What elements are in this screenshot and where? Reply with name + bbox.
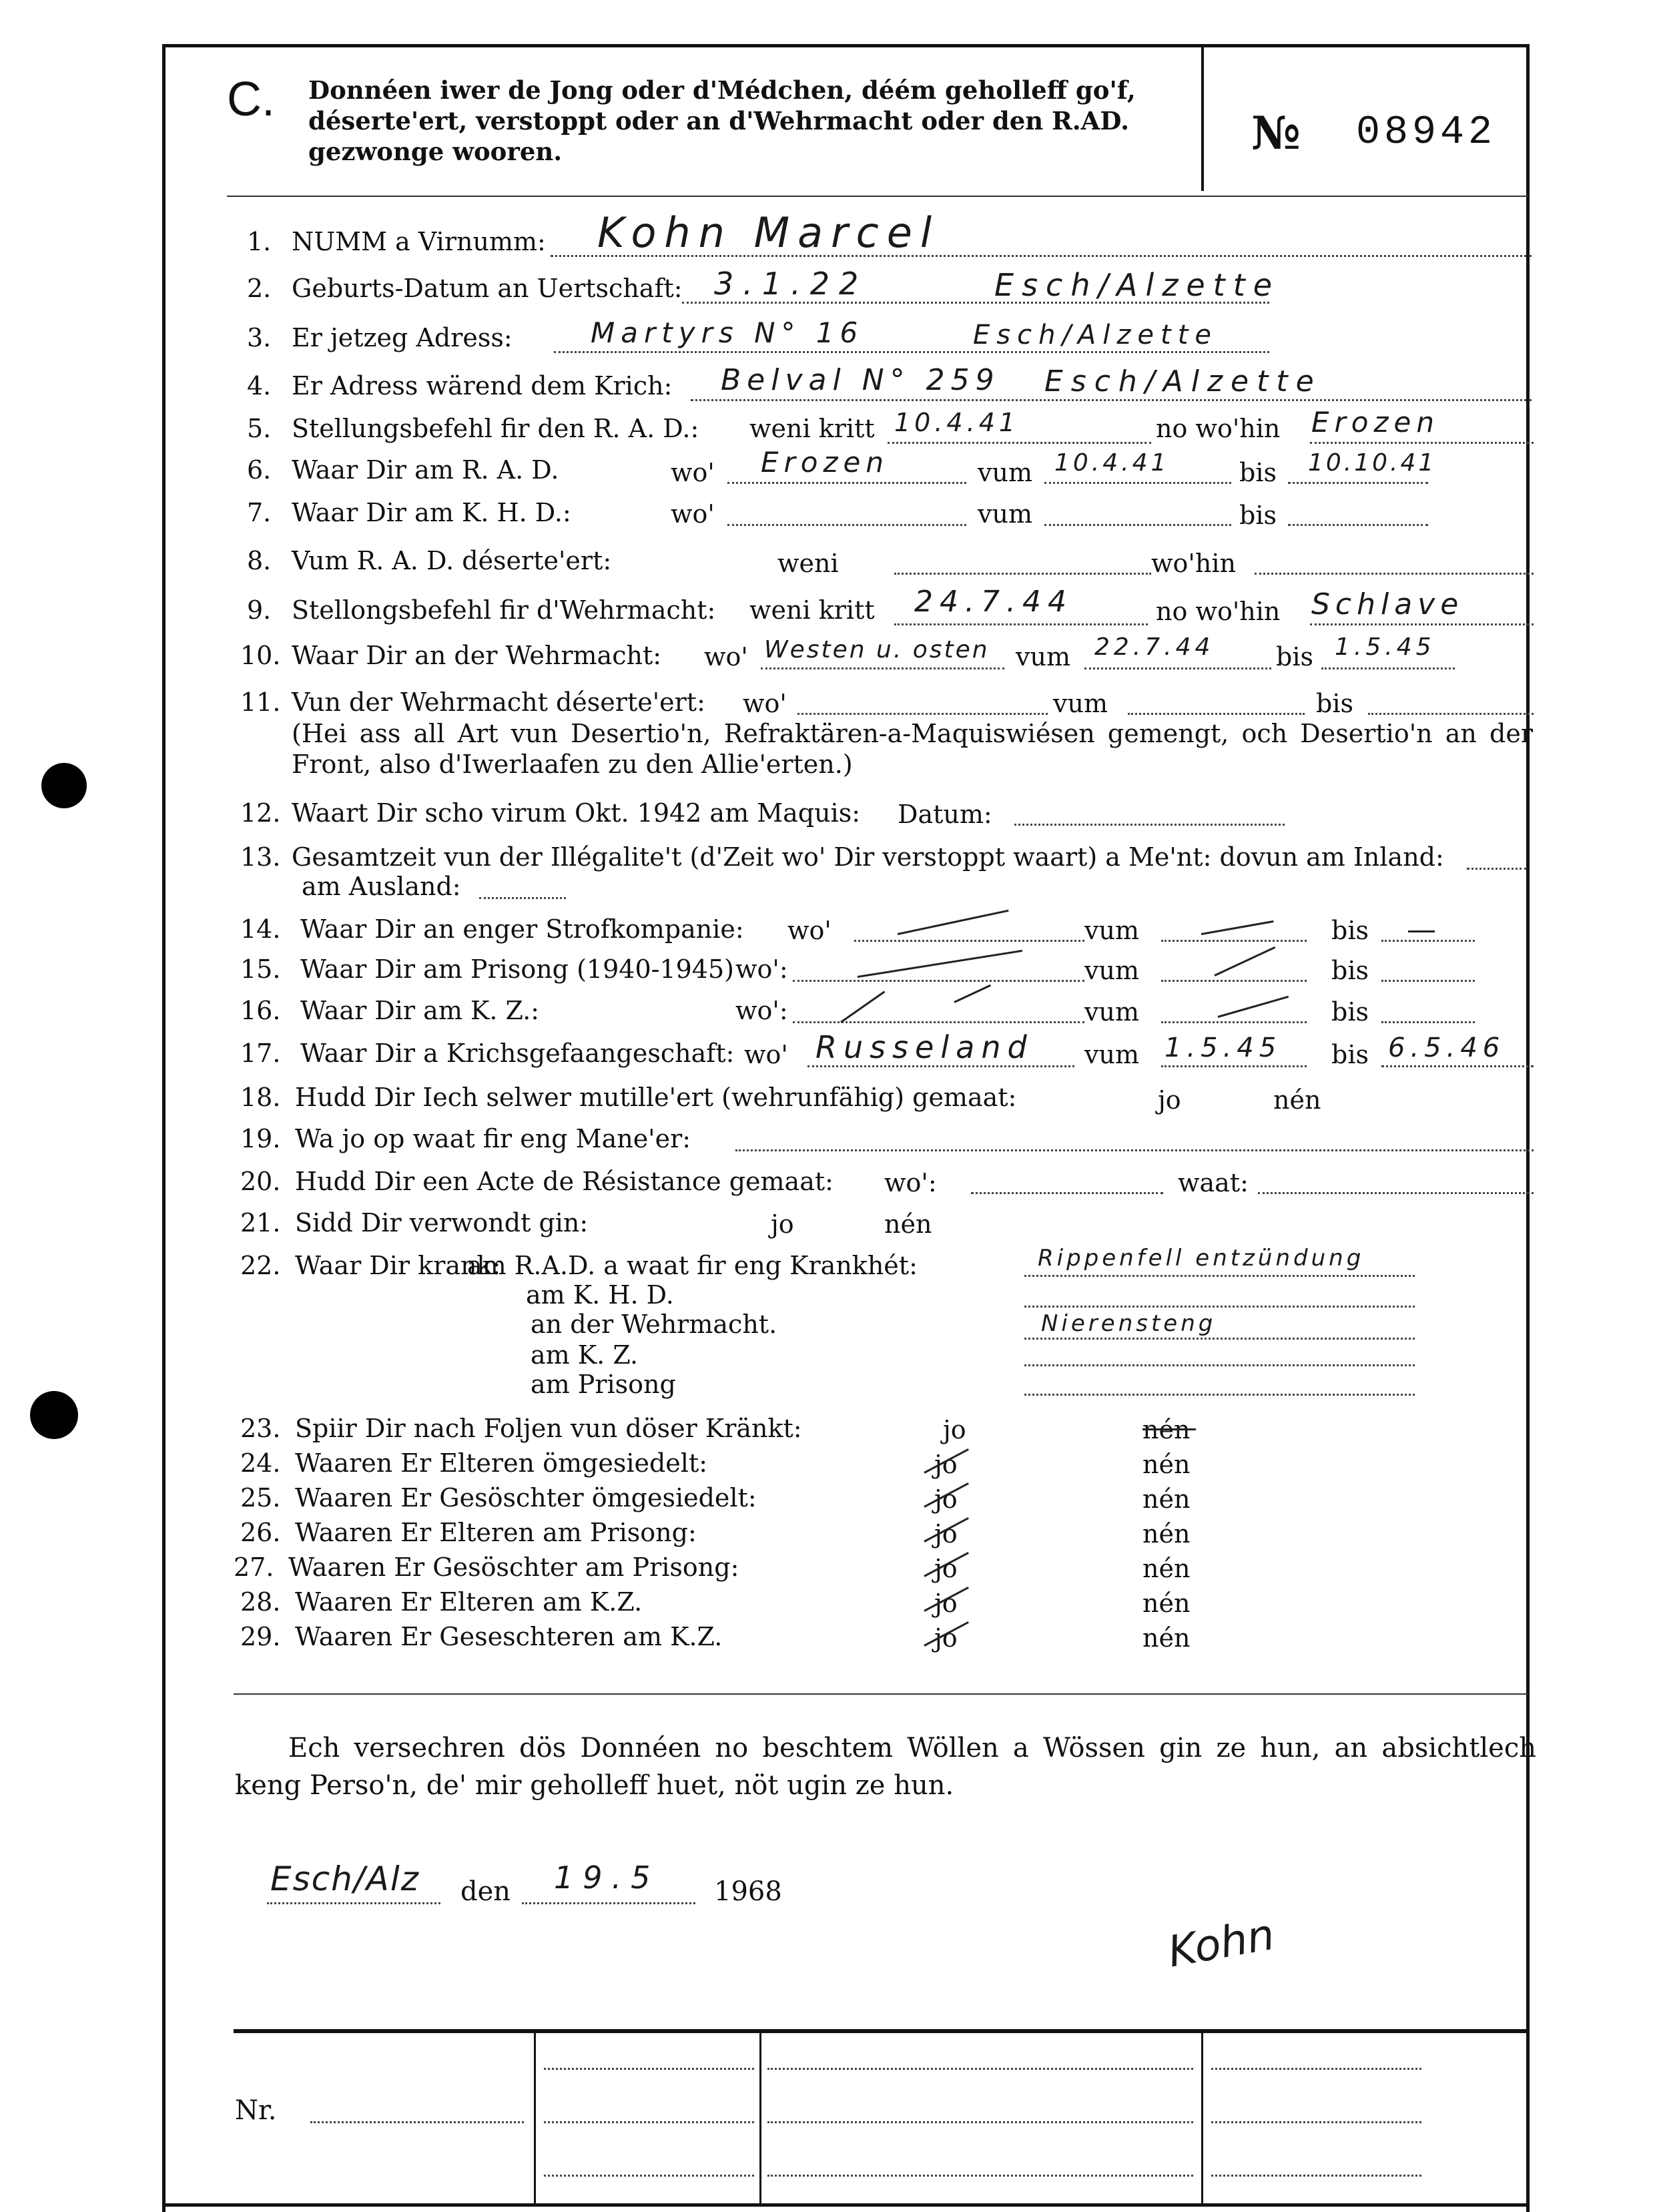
hw-war-town: Esch/Alzette <box>1044 364 1322 398</box>
vum-label: vum <box>978 458 1032 487</box>
nr-field[interactable] <box>310 2121 524 2123</box>
wohin-label: wo'hin <box>1151 549 1236 578</box>
row-label: Hudd Dir Iech selwer mutille'ert (wehrunfähig) gemaat: <box>295 1083 1017 1112</box>
vum-label: vum <box>1084 997 1139 1027</box>
row-number: 23. <box>240 1414 281 1443</box>
khd-from-field[interactable] <box>1044 524 1231 526</box>
ill-rad-field[interactable] <box>1024 1275 1415 1277</box>
row-number: 4. <box>247 371 272 400</box>
sign-date-field[interactable] <box>522 1902 695 1904</box>
bis-label: bis <box>1276 642 1313 671</box>
jo-option[interactable]: jo <box>934 1519 958 1549</box>
row-number: 25. <box>240 1483 281 1512</box>
hw-ill-rad: Rippenfell entzündung <box>1038 1245 1365 1272</box>
hw-rad-order-date: 10.4.41 <box>894 408 1020 437</box>
rad-where-field[interactable] <box>727 482 966 484</box>
kz-where-field[interactable] <box>793 1021 1084 1023</box>
jo-option[interactable]: jo <box>771 1209 794 1239</box>
wo-label: wo': <box>884 1168 937 1197</box>
weni-kritt-label: weni kritt <box>749 414 875 443</box>
strof-where-field[interactable] <box>854 940 1084 942</box>
row-label: Waar Dir am Prisong (1940-1945) <box>300 954 734 984</box>
row-label: Gesamtzeit vun der Illégalite't (d'Zeit wo' Dir verstoppt waart) a Me'nt: dovun am Inland: <box>292 842 1444 872</box>
wo-label: wo' <box>704 642 748 671</box>
table-cell[interactable] <box>1211 2068 1421 2070</box>
wm-order-place-field[interactable] <box>1310 623 1534 625</box>
vum-label: vum <box>1084 956 1139 985</box>
vum-label: vum <box>1084 1040 1139 1069</box>
row-number: 28. <box>240 1587 281 1617</box>
form-number: 08942 <box>1356 110 1497 156</box>
hw-pow-to: 6.5.46 <box>1388 1033 1506 1063</box>
crossed-out-mark <box>1408 930 1435 932</box>
hw-war-street: Belval N° 259 <box>721 363 1000 397</box>
hw-current-street: Martyrs N° 16 <box>591 316 864 349</box>
row-label: Waaren Er Geseschteren am K.Z. <box>295 1622 723 1651</box>
row-label: Wa jo op waat fir eng Mane'er: <box>295 1124 691 1153</box>
rad-order-date-field[interactable] <box>888 442 1151 444</box>
jo-option[interactable]: jo <box>934 1589 958 1618</box>
declaration-text: Ech versechren dös Donnéen no beschtem Wöllen a Wössen gin ze hun, an absichtlech keng Perso'n, de' mir geholleff huet, nöt ugin ze hun. <box>235 1733 1536 1801</box>
hw-birth-place: Esch/Alzette <box>994 267 1281 303</box>
row-label: Stellungsbefehl fir den R. A. D.: <box>292 414 699 443</box>
hw-wm-to: 1.5.45 <box>1335 633 1435 661</box>
bis-label: bis <box>1331 916 1369 945</box>
krank-wehrmacht-label: an der Wehrmacht. <box>531 1310 777 1339</box>
nen-option[interactable]: nén <box>1142 1450 1191 1479</box>
jo-option[interactable]: jo <box>934 1554 958 1583</box>
no-wohin-label: no wo'hin <box>1156 414 1281 443</box>
krank-prisong-label: am Prisong <box>531 1370 676 1399</box>
wo-label: wo' <box>744 1040 788 1069</box>
row-number: 24. <box>240 1448 281 1478</box>
row-number: 3. <box>247 323 272 352</box>
nen-option[interactable]: nén <box>1142 1415 1191 1444</box>
jo-option[interactable]: jo <box>1158 1085 1181 1115</box>
resistance-what-field[interactable] <box>1258 1192 1534 1194</box>
resistance-where-field[interactable] <box>971 1192 1163 1194</box>
pow-to-field[interactable] <box>1381 1065 1534 1067</box>
row-label: Waaren Er Gesöschter am Prisong: <box>288 1553 739 1582</box>
row-label: Waar Dir am K. H. D.: <box>292 498 571 527</box>
wo-label: wo': <box>735 954 788 984</box>
mutilation-manner-field[interactable] <box>735 1149 1534 1151</box>
header-rule <box>227 196 1528 197</box>
wo-label: wo' <box>671 499 715 529</box>
hw-pow-from: 1.5.45 <box>1165 1033 1282 1063</box>
row-label: Waar Dir krank: <box>295 1251 501 1280</box>
hw-wm-order-date: 24.7.44 <box>914 585 1073 619</box>
sign-place-field[interactable] <box>267 1902 440 1904</box>
row-label: Er Adress wärend dem Krich: <box>292 371 673 400</box>
waat-label: waat: <box>1178 1168 1249 1197</box>
row-number: 14. <box>240 914 281 944</box>
ill-wehrmacht-field[interactable] <box>1024 1338 1415 1340</box>
nen-option[interactable]: nén <box>1142 1623 1191 1653</box>
row-label: Spiir Dir nach Foljen vun döser Kränkt: <box>295 1414 802 1443</box>
strof-from-field[interactable] <box>1161 940 1307 942</box>
wm-desert-where-field[interactable] <box>797 713 1048 715</box>
hw-current-town: Esch/Alzette <box>973 320 1218 350</box>
row-number: 6. <box>247 455 272 485</box>
weni-kritt-label: weni kritt <box>749 595 875 625</box>
table-bottom-rule <box>162 2203 1526 2207</box>
bis-label: bis <box>1316 689 1353 718</box>
row-number: 5. <box>247 414 272 443</box>
row-number: 13. <box>240 842 281 872</box>
table-divider <box>1201 2031 1203 2206</box>
row-label: Waar Dir am R. A. D. <box>292 455 559 485</box>
nen-option[interactable]: nén <box>1142 1554 1191 1583</box>
table-cell[interactable] <box>767 2068 1193 2070</box>
jo-option[interactable]: jo <box>934 1623 958 1653</box>
ill-khd-field[interactable] <box>1024 1306 1415 1308</box>
hw-rad-where: Erozen <box>761 446 890 479</box>
pow-from-field[interactable] <box>1161 1065 1307 1067</box>
bis-label: bis <box>1331 997 1369 1027</box>
hw-sign-place: Esch/Alz <box>270 1860 420 1898</box>
row-label: NUMM a Virnumm: <box>292 227 546 256</box>
row-label: Waar Dir an enger Strofkompanie: <box>300 914 744 944</box>
rad-from-field[interactable] <box>1044 482 1231 484</box>
ausland-label: am Ausland: <box>302 872 461 901</box>
table-cell[interactable] <box>544 2068 754 2070</box>
kz-from-field[interactable] <box>1161 1021 1307 1023</box>
row-label: Hudd Dir een Acte de Résistance gemaat: <box>295 1167 834 1196</box>
nen-option[interactable]: nén <box>1273 1085 1321 1115</box>
row-label: Waart Dir scho virum Okt. 1942 am Maquis: <box>292 798 861 828</box>
hw-rad-from: 10.4.41 <box>1054 449 1170 477</box>
jo-option[interactable]: jo <box>943 1415 966 1444</box>
wm-order-date-field[interactable] <box>894 623 1148 625</box>
prisong-to-field[interactable] <box>1381 980 1475 982</box>
row-number: 15. <box>240 954 281 984</box>
row-number: 26. <box>240 1518 281 1547</box>
table-cell[interactable] <box>1211 2121 1421 2123</box>
crossed-out-mark <box>1142 1428 1196 1430</box>
den-label: den <box>460 1876 511 1907</box>
year-label: 1968 <box>714 1876 782 1907</box>
hw-wm-from: 22.7.44 <box>1094 633 1215 661</box>
row-number: 19. <box>240 1124 281 1153</box>
row-label: Waar Dir am K. Z.: <box>300 996 540 1025</box>
bis-label: bis <box>1331 1040 1369 1069</box>
number-label: № <box>1251 107 1301 160</box>
row-number: 29. <box>240 1622 281 1651</box>
table-cell[interactable] <box>544 2121 754 2123</box>
hw-wm-where: Westen u. osten <box>764 636 990 663</box>
hw-rad-order-place: Erozen <box>1311 406 1440 439</box>
row-number: 21. <box>240 1208 281 1237</box>
prisong-where-field[interactable] <box>793 980 1084 982</box>
khd-to-field[interactable] <box>1288 524 1428 526</box>
strof-to-field[interactable] <box>1381 940 1475 942</box>
row-number: 27. <box>234 1553 274 1582</box>
wm-from-field[interactable] <box>1084 667 1271 669</box>
rad-desert-when-field[interactable] <box>894 573 1151 575</box>
table-divider <box>534 2031 536 2206</box>
wo-label: wo': <box>735 996 788 1025</box>
row-number: 16. <box>240 996 281 1025</box>
khd-where-field[interactable] <box>727 524 966 526</box>
table-cell[interactable] <box>544 2175 754 2177</box>
vum-label: vum <box>978 499 1032 529</box>
vum-label: vum <box>1084 916 1139 945</box>
vum-label: vum <box>1016 642 1070 671</box>
wm-to-field[interactable] <box>1321 667 1455 669</box>
hw-ill-wehrmacht: Nierensteng <box>1041 1310 1217 1337</box>
wm-desert-to-field[interactable] <box>1368 713 1534 715</box>
krank-kz-label: am K. Z. <box>531 1340 639 1370</box>
row-label: Vum R. A. D. déserte'ert: <box>292 546 612 575</box>
nen-option[interactable]: nén <box>1142 1589 1191 1618</box>
maquis-date-field[interactable] <box>1014 824 1285 826</box>
bis-label: bis <box>1239 458 1277 487</box>
hw-name: Kohn Marcel <box>597 208 940 257</box>
inland-field[interactable] <box>1467 868 1527 870</box>
wo-label: wo' <box>743 689 787 718</box>
signature: Kohn <box>1164 1910 1279 1978</box>
header-divider <box>1201 44 1204 191</box>
row-number: 1. <box>247 227 272 256</box>
datum-label: Datum: <box>898 800 992 829</box>
row-number: 17. <box>240 1039 281 1068</box>
nen-option[interactable]: nén <box>884 1209 932 1239</box>
row-number: 8. <box>247 546 272 575</box>
hw-rad-to: 10.10.41 <box>1308 449 1437 477</box>
wo-label: wo' <box>787 916 832 945</box>
ausland-field[interactable] <box>479 897 566 899</box>
nen-option[interactable]: nén <box>1142 1519 1191 1549</box>
hw-pow-where: Russeland <box>815 1029 1034 1065</box>
prisong-from-field[interactable] <box>1161 980 1307 982</box>
row-label: Waar Dir a Krichsgefaangeschaft: <box>300 1039 735 1068</box>
ill-prisong-field[interactable] <box>1024 1394 1415 1396</box>
row-label: Stellongsbefehl fir d'Wehrmacht: <box>292 595 716 625</box>
rad-to-field[interactable] <box>1288 482 1428 484</box>
row-number: 9. <box>247 595 272 625</box>
table-divider <box>759 2031 761 2206</box>
hw-birth-date: 3.1.22 <box>714 266 868 302</box>
bis-label: bis <box>1331 956 1369 985</box>
table-cell[interactable] <box>767 2175 1193 2177</box>
row-label: Er jetzeg Adress: <box>292 323 513 352</box>
row-label: Waaren Er Elteren ömgesiedelt: <box>295 1448 708 1478</box>
table-cell[interactable] <box>1211 2175 1421 2177</box>
section-letter: C. <box>227 73 275 126</box>
rad-order-place-field[interactable] <box>1310 442 1534 444</box>
row-label: Geburts-Datum an Uertschaft: <box>292 274 683 303</box>
form-title: Donnéen iwer de Jong oder d'Médchen, déém geholleff go'f, déserte'ert, verstoppt oder an d'Wehrmacht oder den R.AD. gezwonge wooren. <box>308 75 1136 166</box>
kz-to-field[interactable] <box>1381 1021 1475 1023</box>
hw-wm-order-place: Schlave <box>1311 587 1464 621</box>
row-label: Sidd Dir verwondt gin: <box>295 1208 589 1237</box>
hw-sign-date: 19.5 <box>554 1860 660 1896</box>
jo-option[interactable]: jo <box>934 1450 958 1479</box>
ill-kz-field[interactable] <box>1024 1364 1415 1366</box>
pow-where-field[interactable] <box>807 1065 1074 1067</box>
no-wohin-label: no wo'hin <box>1156 597 1281 626</box>
table-top-rule <box>234 2029 1526 2033</box>
table-cell[interactable] <box>767 2121 1193 2123</box>
war-address-field[interactable] <box>691 399 1532 401</box>
desertion-note: (Hei ass all Art vun Desertio'n, Refraktären-a-Maquiswiésen gemengt, och Desertio'n an der Front, also d'Iwerlaafen zu den Allie'erten.) <box>292 719 1533 779</box>
row-number: 22. <box>240 1251 281 1280</box>
nr-label: Nr. <box>235 2095 277 2126</box>
krank-khd-label: am K. H. D. <box>526 1280 674 1310</box>
row-number: 20. <box>240 1167 281 1196</box>
wo-label: wo' <box>671 458 715 487</box>
row-label: Vun der Wehrmacht déserte'ert: <box>292 687 705 717</box>
punch-hole <box>30 1391 78 1439</box>
vum-label: vum <box>1053 689 1108 718</box>
wm-desert-from-field[interactable] <box>1128 713 1305 715</box>
jo-option[interactable]: jo <box>934 1484 958 1514</box>
current-address-field[interactable] <box>554 351 1269 353</box>
row-number: 10. <box>240 641 281 670</box>
row-number: 18. <box>240 1083 281 1112</box>
row-number: 2. <box>247 274 272 303</box>
row-number: 11. <box>240 687 281 717</box>
row-label: Waaren Er Elteren am Prisong: <box>295 1518 697 1547</box>
wm-where-field[interactable] <box>761 667 1004 669</box>
row-number: 12. <box>240 798 281 828</box>
rad-desert-where-field[interactable] <box>1255 573 1534 575</box>
krank-rad-label: am R.A.D. a waat fir eng Krankhét: <box>467 1251 918 1280</box>
bis-label: bis <box>1239 501 1277 530</box>
row-number: 7. <box>247 498 272 527</box>
section-rule <box>234 1693 1528 1695</box>
nen-option[interactable]: nén <box>1142 1484 1191 1514</box>
punch-hole <box>41 763 87 808</box>
row-label: Waaren Er Elteren am K.Z. <box>295 1587 643 1617</box>
row-label: Waaren Er Gesöschter ömgesiedelt: <box>295 1483 757 1512</box>
weni-label: weni <box>777 549 839 578</box>
row-label: Waar Dir an der Wehrmacht: <box>292 641 662 670</box>
